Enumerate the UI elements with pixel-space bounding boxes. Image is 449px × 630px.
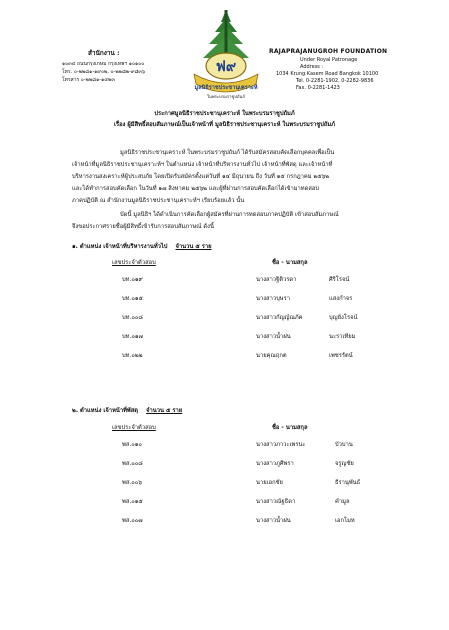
last-name: จรูญชัย [335, 461, 354, 467]
exam-id: บท.๐๒๒ [122, 353, 143, 359]
exam-id: บท.๐๐๘ [122, 315, 143, 321]
first-name: นางสาวน้ำฝน [256, 334, 291, 340]
section-count: จำนวน ๕ ราย [175, 244, 212, 250]
exam-id: บท.๐๑๙ [122, 277, 143, 283]
para1-line: เจ้าหน้าที่มูลนิธิราชประชานุเคราะห์ฯ ในตำแหน่ง เจ้าหน้าที่บริหารงานทั่วไป เจ้าหน้าที่พัสดุ และเจ้าหน้าที่ [72, 162, 333, 168]
thai-address-line: ๑๐๓๔ ถนนกรุงเกษม กรุงเทพฯ ๑๐๑๐๐ [62, 61, 145, 67]
column-header-id: เลขประจำตัวสอบ [112, 425, 156, 431]
first-name: นางสาวภูศิพรา [256, 461, 294, 467]
last-name: คำมูล [335, 499, 350, 505]
last-name: เพชรรัตน์ [329, 353, 353, 359]
last-name: บัวบาน [335, 442, 353, 448]
first-name: นางสาวบุษรา [256, 296, 290, 302]
english-line-address-label: Address : [300, 64, 324, 70]
exam-id: พส.๐๐๗ [122, 518, 143, 524]
logo-sub-text: ในพระบรมราชูปถัมภ์ [207, 94, 245, 99]
first-name: นายเอกชัย [256, 480, 283, 486]
foundation-logo-emblem [193, 8, 259, 100]
para1-line: มูลนิธิราชประชานุเคราะห์ ในพระบรมราชูปถัมภ์ ได้รับสมัครสอบคัดเลือกบุคคลเพื่อเป็น [120, 150, 335, 156]
column-header-name: ชื่อ - นามสกุล [272, 425, 308, 431]
last-name: แสงกำจร [329, 296, 353, 302]
exam-id: บท.๐๑๕ [122, 296, 143, 302]
thai-phone-line: โทร. ๐-๒๒๘๑-๑๙๐๒, ๐-๒๒๘๒-๙๘๓๖ [62, 69, 146, 75]
para1-line: ภาคปฏิบัติ ณ สำนักงานมูลนิธิราชประชานุเคราะห์ฯ เรียบร้อยแล้ว นั้น [72, 198, 245, 204]
para2-line: บัดนี้ มูลนิธิฯ ได้ดำเนินการคัดเลือกผู้สมัครที่ผ่านการทดสอบภาคปฏิบัติ เข้าสอบสัมภาษณ์ [120, 212, 339, 218]
logo-ribbon-text: มูลนิธิราชประชานุเคราะห์ [194, 85, 258, 91]
para1-line: และได้ทำการสอบคัดเลือก ในวันที่ ๑๗ สิงหาคม ๒๕๖๒ และผู้ที่ผ่านการสอบคัดเลือกได้เข้ามาทดสอบ [72, 186, 320, 192]
first-name: นางสาวณัฐธิดา [256, 499, 296, 505]
exam-id: พส.๐๑๐ [122, 442, 142, 448]
english-line-address: 1034 Krung Kasem Road Bangkok 10100 [276, 71, 379, 77]
section-heading [72, 244, 212, 251]
logo-monogram: ฟ๙ [215, 59, 237, 75]
last-name: ธีรานุพันธ์ [335, 480, 361, 486]
section-count: จำนวน ๕ ราย [146, 408, 183, 414]
section-heading-text: ๑. ตำแหน่ง เจ้าหน้าที่บริหารงานทั่วไป [72, 244, 168, 250]
last-name: เอกโมห [335, 518, 355, 524]
column-header-name: ชื่อ - นามสกุล [272, 260, 308, 266]
exam-id: บท.๐๑๗ [122, 334, 143, 340]
first-name: นางสาวกัญญ์ณภัค [256, 315, 303, 321]
foundation-name-english: RAJAPRAJANUGROH FOUNDATION [269, 48, 388, 55]
column-header-id: เลขประจำตัวสอบ [112, 260, 156, 266]
english-line-tel: Tel. 0-2281-1902, 0-2282-9836 [296, 78, 374, 84]
announcement-subject: เรื่อง ผู้มีสิทธิ์สอบสัมภาษณ์เป็นเจ้าหน้าที่ มูลนิธิราชประชานุเคราะห์ ในพระบรมราชูปถัมภ์ [113, 122, 336, 128]
exam-id: พส.๐๐๘ [122, 461, 143, 467]
english-line-patronage: Under Royal Patronage [300, 57, 358, 63]
thai-fax-line: โทรสาร ๐-๒๒๘๑-๑๔๒๓ [62, 77, 115, 83]
office-label: สำนักงาน : [88, 49, 120, 57]
last-name: นะราเทียม [329, 334, 356, 340]
first-name: นางสาวฐิติวรดา [256, 277, 297, 283]
section-heading [72, 408, 182, 415]
exam-id: พส.๐๑๕ [122, 499, 143, 505]
announcement-title: ประกาศมูลนิธิราชประชานุเคราะห์ ในพระบรมราชูปถัมภ์ [154, 111, 295, 117]
first-name: นายคุณฤกต [256, 353, 287, 359]
first-name: นางสาวน้ำฝน [256, 518, 291, 524]
english-line-fax: Fax. 0-2281-1423 [296, 85, 340, 91]
last-name: ศิริโรจน์ [329, 277, 350, 283]
para1-line: บริหารงานสงเคราะห์ผู้ประสบภัย โดยเปิดรับสมัครตั้งแต่วันที่ ๑๔ มิถุนายน ถึง วันที่ ๑๕ กรกฎาคม ๒๕๖๒ [72, 174, 330, 180]
last-name: บุญยังโรจน์ [329, 315, 358, 321]
exam-id: พส.๐๐๖ [122, 480, 142, 486]
first-name: นางสาวภาวะเพรนะ [256, 442, 306, 448]
para2-line: จึงขอประกาศรายชื่อผู้มีสิทธิ์เข้ารับการสอบสัมภาษณ์ ดังนี้ [72, 224, 214, 230]
section-heading-text: ๒. ตำแหน่ง เจ้าหน้าที่พัสดุ [72, 408, 139, 414]
foundation-logo [193, 8, 259, 100]
